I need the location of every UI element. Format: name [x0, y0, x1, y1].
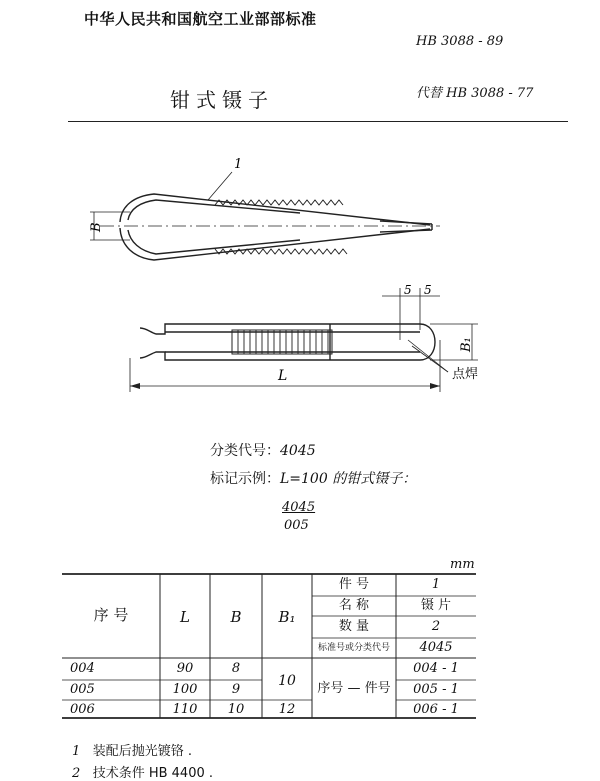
replaces-standard: 代替 HB 3088 - 77: [416, 86, 534, 101]
dim-l-label: L: [278, 368, 288, 384]
marking-example: L=100 的钳式镊子：: [280, 471, 417, 487]
col-header-seq: 序 号: [93, 606, 129, 624]
note-number: 2: [72, 766, 81, 781]
row-l: 110: [172, 702, 198, 717]
standard-number: HB 3088 - 89: [416, 34, 504, 49]
col-header-b: B: [230, 608, 242, 626]
spot-weld-label: 点焊: [452, 367, 479, 382]
dim-b1-label: B₁: [459, 337, 474, 352]
row-seq: 006: [70, 702, 95, 717]
row-b1: 12: [278, 702, 296, 717]
note-number: 1: [72, 744, 81, 759]
marking-fraction-bottom: 005: [284, 518, 309, 533]
hdr-std-value: 4045: [419, 640, 453, 655]
row-part: 005 - 1: [413, 682, 459, 697]
hdr-name-value: 镊 片: [420, 598, 452, 613]
row-seq: 005: [70, 682, 95, 697]
col-header-l: L: [180, 608, 190, 626]
note-text: 技术条件 HB 4400 .: [92, 766, 213, 781]
marking-fraction-top: 4045: [282, 500, 316, 515]
issuing-organization: 中华人民共和国航空工业部部标准: [84, 10, 317, 28]
b1-merged-value: 10: [278, 673, 296, 689]
hdr-std-label: 标准号或分类代号: [317, 643, 390, 653]
dim-5-right: 5: [424, 283, 432, 297]
part-number-label: 1: [234, 157, 243, 172]
note-1: [72, 740, 192, 759]
row-b: 10: [227, 702, 245, 717]
hdr-part-no-value: 1: [431, 577, 441, 592]
row-b: 9: [231, 682, 241, 697]
seq-part-label: 序号 — 件号: [317, 681, 391, 696]
classification-label: 分类代号：: [210, 443, 280, 459]
row-seq: 004: [70, 661, 95, 676]
row-part: 004 - 1: [413, 661, 459, 676]
row-l: 100: [172, 682, 198, 697]
classification-code: 4045: [280, 443, 316, 459]
col-header-b1: B₁: [278, 608, 296, 626]
dim-5-left: 5: [404, 283, 412, 297]
row-l: 90: [176, 661, 194, 676]
row-b: 8: [231, 661, 241, 676]
dim-b-label: B: [89, 222, 104, 232]
note-2: [72, 762, 213, 781]
hdr-part-no-label: 件 号: [338, 577, 370, 592]
unit-label: mm: [450, 557, 475, 572]
hdr-qty-label: 数 量: [338, 619, 370, 634]
row-part: 006 - 1: [413, 702, 459, 717]
hdr-name-label: 名 称: [338, 598, 370, 613]
note-text: 装配后抛光镀铬 .: [92, 744, 192, 759]
document-title: 钳式镊子: [170, 88, 274, 112]
marking-label: 标记示例：: [210, 471, 280, 487]
hdr-qty-value: 2: [431, 619, 441, 634]
